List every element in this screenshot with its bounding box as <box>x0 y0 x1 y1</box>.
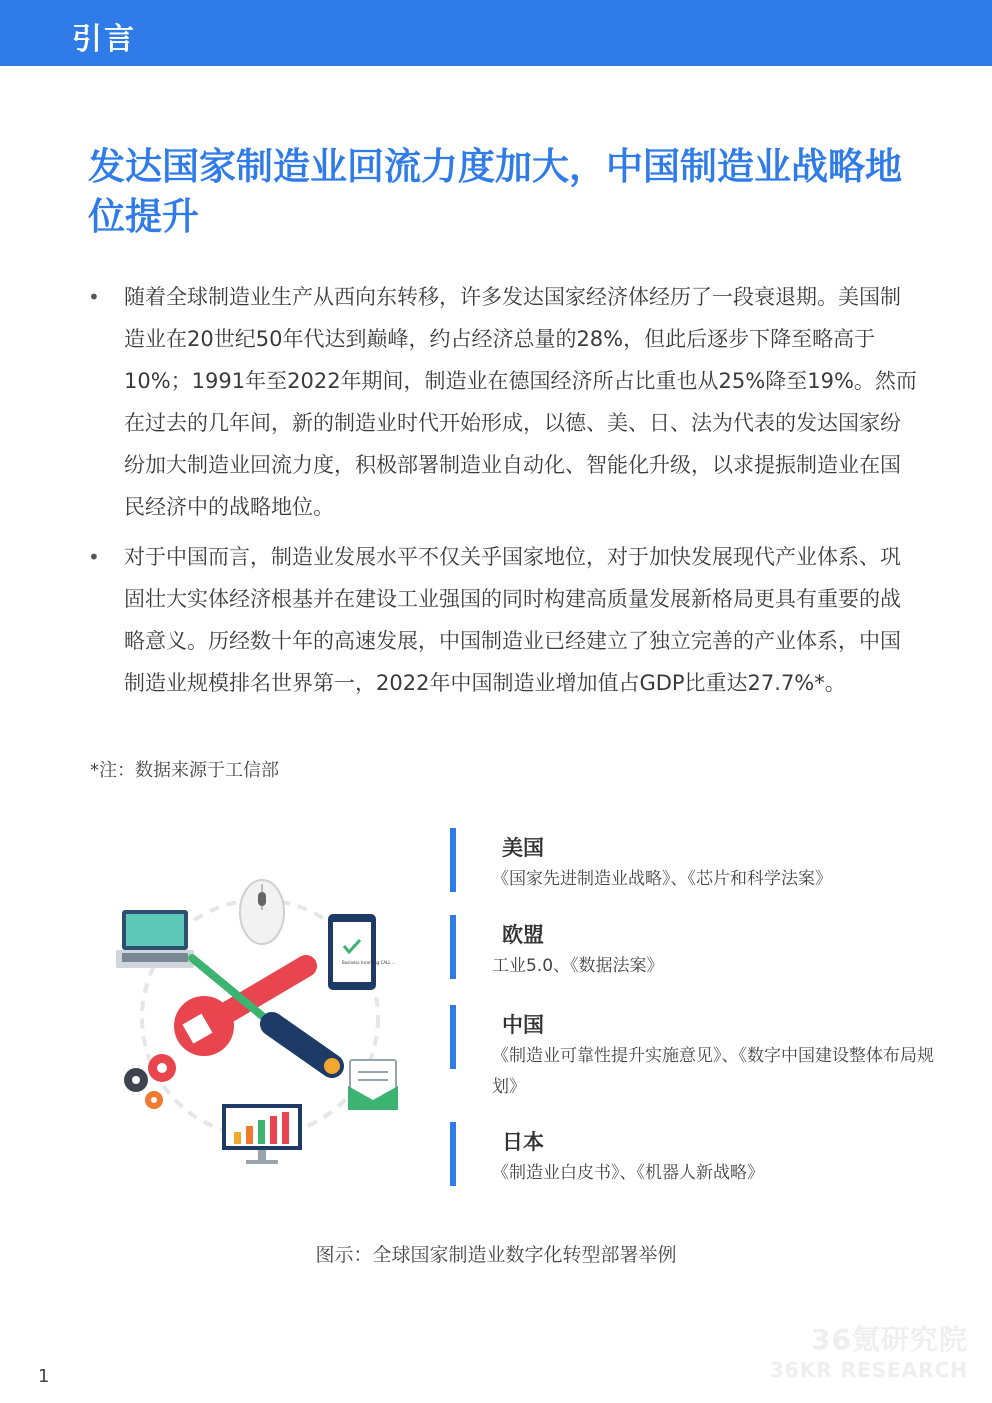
mail-icon <box>348 1060 398 1110</box>
laptop-icon <box>116 910 194 968</box>
bullet-marker: • <box>88 285 100 309</box>
header-bar <box>0 0 992 66</box>
section-title: 引言 <box>72 22 136 57</box>
policy-country: 日本 <box>502 1130 544 1154</box>
policy-desc: 工业5.0、《数据法案》 <box>492 956 664 976</box>
policy-desc: 《制造业可靠性提升实施意见》、《数字中国建设整体布局规划》 <box>492 1046 934 1097</box>
page-number: 1 <box>38 1366 50 1387</box>
policy-desc: 《制造业白皮书》、《机器人新战略》 <box>492 1163 764 1183</box>
figure-caption: 图示：全球国家制造业数字化转型部署举例 <box>315 1244 677 1266</box>
tools-illustration <box>100 828 420 1188</box>
policy-country: 美国 <box>502 836 544 860</box>
phone-screen-text: Business Incoming CALL ... <box>342 960 396 965</box>
policy-desc: 《国家先进制造业战略》、《芯片和科学法案》 <box>492 869 832 889</box>
gear-icon <box>124 1054 176 1109</box>
watermark-cn: 36氪研究院 <box>811 1323 968 1356</box>
watermark-logo <box>770 1318 968 1382</box>
policy-country: 欧盟 <box>502 923 544 947</box>
bullet-marker: • <box>88 545 100 569</box>
bullet-text: 随着全球制造业生产从西向东转移，许多发达国家经济体经历了一段衰退期。美国制造业在20世纪50年代达到巅峰，约占经济总量的28%，但此后逐步下降至略高于10%；1991年至2022年期间，制造业在德国经济所占比重也从25%降至19%。然而在过去的几年间，新的制造业时代开始形成，以德、美、日、法为代表的发达国家纷纷加大制造业回流力度，积极部署制造业自动化、智能化升级，以求提振制造业在国民经济中的战略地位。 <box>124 285 917 519</box>
page-title: 发达国家制造业回流力度加大，中国制造业战略地位提升 <box>88 145 902 238</box>
accent-bar <box>450 915 456 979</box>
bullet-item <box>88 276 918 528</box>
accent-bar <box>450 1005 456 1069</box>
watermark-en: 36KR RESEARCH <box>769 1358 968 1382</box>
policy-country: 中国 <box>502 1013 544 1037</box>
accent-bar <box>450 828 456 892</box>
monitor-chart-icon <box>222 1104 302 1164</box>
bullet-text: 对于中国而言，制造业发展水平不仅关乎国家地位，对于加快发展现代产业体系、巩固壮大实体经济根基并在建设工业强国的同时构建高质量发展新格局更具有重要的战略意义。历经数十年的高速发展，中国制造业已经建立了独立完善的产业体系，中国制造业规模排名世界第一，2022年中国制造业增加值占GDP比重达27.7%*。 <box>124 545 901 695</box>
manufacturing-illustration <box>100 828 420 1188</box>
mouse-icon <box>240 880 284 944</box>
bullet-list <box>88 276 918 712</box>
bullet-item <box>88 536 918 704</box>
accent-bar <box>450 1122 456 1186</box>
source-note: *注：数据来源于工信部 <box>90 760 279 781</box>
phone-icon <box>328 914 396 990</box>
